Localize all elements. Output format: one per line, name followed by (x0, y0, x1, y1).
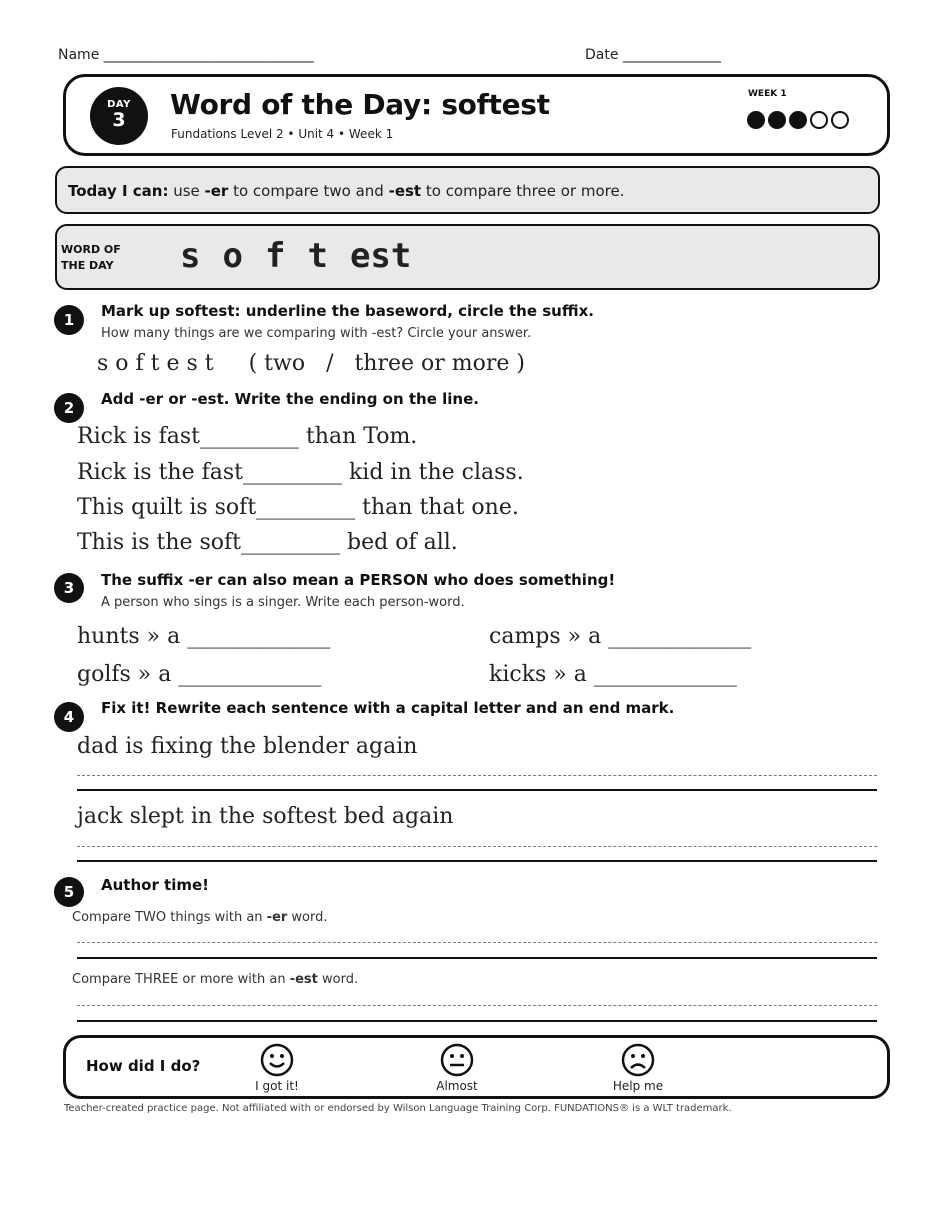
wod-letter: t (307, 236, 328, 276)
progress-dot-filled (768, 111, 786, 129)
question-3-item[interactable]: kicks » a _____________ (489, 662, 737, 687)
writing-line-solid (77, 957, 877, 959)
progress-dot-filled (747, 111, 765, 129)
question-1-subtext: How many things are we comparing with -est? Circle your answer. (101, 326, 532, 341)
question-2-line[interactable]: This is the soft_________ bed of all. (77, 530, 458, 555)
option-almost-label: Almost (436, 1079, 478, 1093)
question-3-subtext: A person who sings is a singer. Write each person-word. (101, 595, 465, 610)
option-got-it-label: I got it! (255, 1079, 299, 1093)
progress-dot-empty (810, 111, 828, 129)
today-text-2: to compare two and (228, 182, 389, 200)
week-progress-dots (747, 111, 849, 129)
name-field[interactable]: Name ______________________________ (58, 47, 314, 63)
prompt-1-text-a: Compare TWO things with an (72, 910, 267, 925)
wod-letter: o (222, 236, 243, 276)
date-field[interactable]: Date ______________ (585, 47, 721, 63)
question-5-number: 5 (54, 877, 84, 907)
word-of-day-label-line2: THE DAY (61, 259, 114, 272)
wod-letter: s (180, 236, 201, 276)
day-number: 3 (112, 109, 126, 131)
progress-dot-filled (789, 111, 807, 129)
sad-face-icon[interactable] (621, 1043, 655, 1077)
writing-line-solid (77, 789, 877, 791)
question-4-sentence: jack slept in the softest bed again (77, 804, 454, 829)
question-5-prompt-2 (72, 972, 358, 987)
today-bold-est: -est (388, 182, 422, 200)
word-of-day-box (55, 224, 880, 290)
writing-line-solid (77, 860, 877, 862)
prompt-2-text-a: Compare THREE or more with an (72, 972, 290, 987)
today-prefix: Today I can: (68, 182, 169, 200)
question-5-heading: Author time! (101, 876, 210, 894)
question-3-item[interactable]: camps » a _____________ (489, 624, 752, 649)
question-4-heading: Fix it! Rewrite each sentence with a capital letter and an end mark. (101, 699, 675, 717)
neutral-face-icon[interactable] (440, 1043, 474, 1077)
prompt-2-text-c: word. (317, 972, 359, 987)
question-4-number: 4 (54, 702, 84, 732)
footer-disclaimer: Teacher-created practice page. Not affiliated with or endorsed by Wilson Language Training Corp. FUNDATIONS® is a WLT trademark. (64, 1103, 732, 1114)
writing-line-dashed[interactable] (77, 775, 877, 776)
day-badge (90, 87, 148, 145)
writing-line-dashed[interactable] (77, 846, 877, 847)
day-word: DAY (107, 99, 131, 110)
page-subtitle: Fundations Level 2 • Unit 4 • Week 1 (171, 127, 394, 141)
writing-line-dashed[interactable] (77, 1005, 877, 1006)
question-2-heading: Add -er or -est. Write the ending on the line. (101, 390, 479, 408)
question-2-line[interactable]: This quilt is soft_________ than that one. (77, 495, 519, 520)
today-bold-er: -er (204, 182, 229, 200)
self-check-label: How did I do? (86, 1057, 201, 1075)
question-3-number: 3 (54, 573, 84, 603)
prompt-2-bold: -est (289, 972, 318, 987)
question-1-answer-choices[interactable]: s o f t e s t ( two / three or more ) (97, 351, 525, 376)
happy-face-icon[interactable] (260, 1043, 294, 1077)
progress-dot-empty (831, 111, 849, 129)
wod-suffix: est (349, 236, 412, 276)
question-4-sentence: dad is fixing the blender again (77, 734, 418, 759)
writing-line-dashed[interactable] (77, 942, 877, 943)
wod-letter: f (264, 236, 286, 276)
question-3-item[interactable]: golfs » a _____________ (77, 662, 322, 687)
today-text-1: use (168, 182, 205, 200)
question-3-item[interactable]: hunts » a _____________ (77, 624, 331, 649)
word-of-day-label-line1: WORD OF (61, 243, 121, 256)
word-of-day-label (61, 242, 121, 274)
week-label: WEEK 1 (748, 89, 787, 99)
page-title: Word of the Day: softest (170, 88, 550, 121)
question-2-number: 2 (54, 393, 84, 423)
option-help-me-label: Help me (612, 1079, 664, 1093)
word-of-day-letters (180, 236, 433, 276)
today-text-3: to compare three or more. (421, 182, 625, 200)
question-5-prompt-1 (72, 910, 328, 925)
question-2-line[interactable]: Rick is fast_________ than Tom. (77, 424, 418, 449)
question-1-number: 1 (54, 305, 84, 335)
today-i-can-box (55, 166, 880, 214)
question-1-heading: Mark up softest: underline the baseword, circle the suffix. (101, 302, 594, 320)
question-3-heading: The suffix -er can also mean a PERSON who does something! (101, 571, 616, 589)
question-2-line[interactable]: Rick is the fast_________ kid in the class. (77, 460, 524, 485)
prompt-1-text-c: word. (287, 910, 328, 925)
writing-line-solid (77, 1020, 877, 1022)
prompt-1-bold: -er (266, 910, 288, 925)
